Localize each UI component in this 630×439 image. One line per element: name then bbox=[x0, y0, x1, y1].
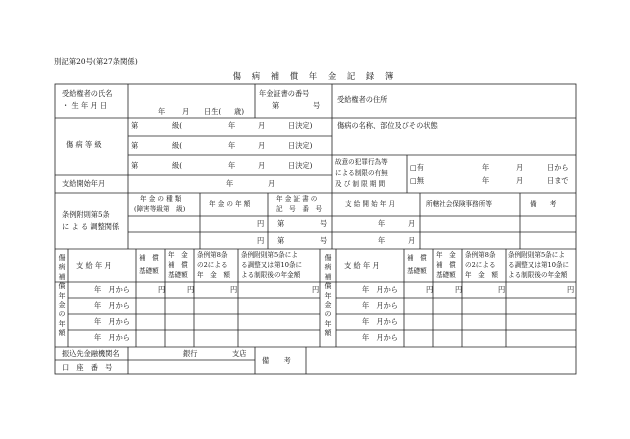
start-label: 支給開始年月 bbox=[62, 179, 106, 188]
bank-remarks-label: 備 考 bbox=[262, 356, 291, 365]
ledger-right-yen-4: 円 bbox=[567, 285, 575, 294]
ledger-right-col-adj-2: る調整又は第10条に bbox=[508, 261, 570, 269]
ledger-left-col-pension-1: 年 金 bbox=[168, 251, 188, 259]
adjust-row-1-yen: 円 bbox=[257, 219, 265, 228]
ledger-left-col-art8-3: 年 金 額 bbox=[197, 271, 230, 279]
ledger-right-row-3: 年 月から bbox=[362, 317, 398, 326]
ledger-right-col-art8-3: 年 金 額 bbox=[465, 271, 498, 279]
ledger-right-col-art8-2: の2による bbox=[465, 261, 496, 269]
adjust-col-amount: 年 金 の 年 額 bbox=[209, 200, 251, 208]
adjust-label-2: に よ る 調整関係 bbox=[62, 222, 120, 231]
adjust-row-2-go: 号 bbox=[320, 236, 328, 245]
ledger-right-col-art8-1: 条例第8条 bbox=[465, 251, 496, 259]
restriction-until-year: 年 bbox=[482, 176, 490, 185]
form-reference: 別記第20号(第27条関係) bbox=[54, 57, 138, 66]
adjust-row-2-yen: 円 bbox=[257, 236, 265, 245]
grade-label: 傷 病 等 級 bbox=[66, 140, 102, 149]
dob-year: 年 bbox=[158, 107, 166, 116]
ledger-right-col-adj-3: よる制限後の年金額 bbox=[508, 271, 568, 279]
address-label: 受給権者の住所 bbox=[337, 95, 388, 104]
dob-age: 歳) bbox=[234, 107, 244, 116]
adjust-col-cert-2: 記 号 番 号 bbox=[276, 205, 323, 213]
ledger-right-side-label: 傷病補償年金の年額 bbox=[324, 254, 332, 338]
ledger-left-row-3: 年 月から bbox=[94, 317, 130, 326]
ledger-right-yen-2: 円 bbox=[455, 285, 463, 294]
bank-name: 銀行 bbox=[183, 349, 198, 358]
grade-row-3-month: 月 bbox=[258, 161, 266, 170]
bank-label: 振込先金融機関名 bbox=[62, 349, 120, 358]
grade-row-2-decided: 日決定) bbox=[288, 141, 313, 150]
start-month: 月 bbox=[268, 179, 276, 188]
adjust-row-1-dai: 第 bbox=[277, 219, 285, 228]
ledger-right-col-pension-1: 年 金 bbox=[436, 251, 456, 259]
cert-no-prefix: 第 bbox=[272, 101, 280, 110]
adjust-col-type-2: (障害等級第 級) bbox=[134, 205, 186, 213]
name-label-1: 受給権者の氏名 bbox=[62, 89, 113, 98]
dob-month: 月 bbox=[182, 107, 190, 116]
restriction-from-year: 年 bbox=[482, 163, 490, 172]
injury-label: 傷病の名称、部位及びその状態 bbox=[337, 121, 438, 130]
adjust-col-office: 所轄社会保険事務所等 bbox=[426, 200, 492, 208]
restriction-label-1: 故意の犯罪行為等 bbox=[335, 158, 388, 166]
ledger-right-col-month: 支 給 年 月 bbox=[344, 261, 380, 270]
ledger-right-col-adj-1: 条例附則第5条によ bbox=[508, 251, 565, 259]
ledger-left-col-adj-3: よる制限後の年金額 bbox=[241, 271, 301, 279]
restriction-until: 日まで bbox=[547, 176, 569, 185]
name-label-2: ・ 生 年 月 日 bbox=[62, 101, 108, 110]
ledger-left-col-pension-2: 補 償 bbox=[168, 261, 188, 269]
adjust-col-type-1: 年 金 の 種 類 bbox=[140, 195, 182, 203]
ledger-left-col-base-1: 補 償 bbox=[139, 254, 159, 262]
grade-row-2-grade: 級( bbox=[172, 141, 182, 150]
dob-day: 日生( bbox=[204, 107, 222, 116]
ledger-right-yen-1: 円 bbox=[426, 285, 434, 294]
ledger-right-row-4: 年 月から bbox=[362, 333, 398, 342]
ledger-right-yen-3: 円 bbox=[498, 285, 506, 294]
ledger-right-row-1: 年 月から bbox=[362, 285, 398, 294]
adjust-label-1: 条例附則第5条 bbox=[62, 210, 110, 219]
restriction-has-checkbox[interactable]: □有 bbox=[410, 163, 424, 172]
ledger-right-col-base-1: 補 償 bbox=[407, 254, 427, 262]
adjust-row-1-month: 月 bbox=[408, 219, 416, 228]
ledger-left-col-pension-3: 基礎額 bbox=[168, 271, 188, 279]
adjust-col-start: 支 給 開 始 年 月 bbox=[345, 200, 396, 208]
grade-row-3-decided: 日決定) bbox=[288, 161, 313, 170]
adjust-row-1-year: 年 bbox=[378, 219, 386, 228]
ledger-left-row-4: 年 月から bbox=[94, 333, 130, 342]
ledger-right-col-base-2: 基礎額 bbox=[407, 267, 427, 275]
cert-no-suffix: 号 bbox=[313, 101, 321, 110]
cert-label: 年金証書の番号 bbox=[259, 89, 310, 98]
grade-row-1-decided: 日決定) bbox=[288, 121, 313, 130]
ledger-right-col-pension-3: 基礎額 bbox=[436, 271, 456, 279]
adjust-row-2-month: 月 bbox=[408, 236, 416, 245]
adjust-col-remarks: 備 考 bbox=[530, 200, 557, 208]
ledger-left-yen-4: 円 bbox=[312, 285, 320, 294]
bank-branch: 支店 bbox=[232, 349, 247, 358]
grade-row-1-year: 年 bbox=[228, 121, 236, 130]
grade-row-3-grade: 級( bbox=[172, 161, 182, 170]
ledger-left-col-art8-2: の2による bbox=[197, 261, 228, 269]
grade-row-3-year: 年 bbox=[228, 161, 236, 170]
restriction-until-month: 月 bbox=[516, 176, 524, 185]
adjust-row-1-go: 号 bbox=[320, 219, 328, 228]
grade-row-3-prefix: 第 bbox=[131, 161, 139, 170]
grade-row-1-month: 月 bbox=[258, 121, 266, 130]
grade-row-2-year: 年 bbox=[228, 141, 236, 150]
account-label: 口 座 番 号 bbox=[62, 363, 113, 372]
start-year: 年 bbox=[226, 179, 234, 188]
restriction-from: 日から bbox=[547, 163, 569, 172]
ledger-left-col-adj-2: る調整又は第10条に bbox=[241, 261, 303, 269]
ledger-left-yen-2: 円 bbox=[187, 285, 195, 294]
form-title: 傷 病 補 償 年 金 記 録 簿 bbox=[232, 71, 398, 81]
adjust-row-2-year: 年 bbox=[378, 236, 386, 245]
restriction-label-2: による制限の有無 bbox=[335, 169, 388, 177]
grade-row-1-grade: 級( bbox=[172, 121, 182, 130]
ledger-left-yen-3: 円 bbox=[230, 285, 238, 294]
ledger-left-col-adj-1: 条例附則第5条によ bbox=[241, 251, 298, 259]
restriction-from-month: 月 bbox=[516, 163, 524, 172]
ledger-right-row-2: 年 月から bbox=[362, 301, 398, 310]
ledger-left-col-month: 支 給 年 月 bbox=[76, 261, 112, 270]
ledger-left-row-2: 年 月から bbox=[94, 301, 130, 310]
ledger-left-row-1: 年 月から bbox=[94, 285, 130, 294]
ledger-left-yen-1: 円 bbox=[158, 285, 166, 294]
grade-row-2-month: 月 bbox=[258, 141, 266, 150]
restriction-none-checkbox[interactable]: □無 bbox=[410, 176, 424, 185]
grade-row-2-prefix: 第 bbox=[131, 141, 139, 150]
ledger-left-col-base-2: 基礎額 bbox=[139, 267, 159, 275]
ledger-left-side-label: 傷病補償年金の年額 bbox=[58, 254, 66, 338]
adjust-col-cert-1: 年 金 証 書 の bbox=[276, 195, 318, 203]
adjust-row-2-dai: 第 bbox=[277, 236, 285, 245]
restriction-label-3: 及 び 制 限 期 間 bbox=[335, 180, 386, 188]
ledger-right-col-pension-2: 補 償 bbox=[436, 261, 456, 269]
ledger-left-col-art8-1: 条例第8条 bbox=[197, 251, 228, 259]
grade-row-1-prefix: 第 bbox=[131, 121, 139, 130]
